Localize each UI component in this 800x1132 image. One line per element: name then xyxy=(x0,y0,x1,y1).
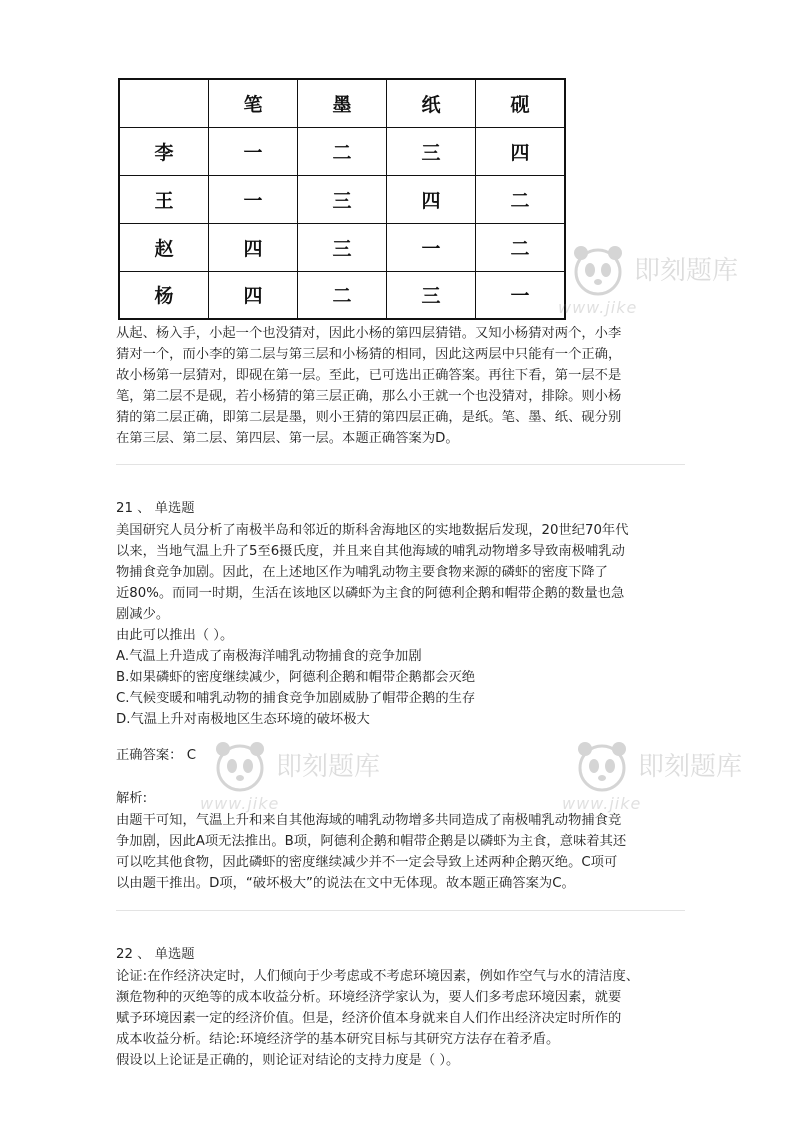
table-cell: 二 xyxy=(298,271,387,319)
text-line: 可以吃其他食物，因此磷虾的密度继续减少并不一定会导致上述两种企鹅灭绝。C项可 xyxy=(116,855,618,870)
table-cell: 四 xyxy=(476,127,566,175)
text-line: 在第三层、第二层、第四层、第一层。本题正确答案为D。 xyxy=(116,431,459,446)
q21-analysis-label: 解析: xyxy=(116,791,148,806)
table-cell: 二 xyxy=(298,127,387,175)
option-b: B.如果磷虾的密度继续减少，阿德利企鹅和帽带企鹅都会灭绝 xyxy=(116,670,476,685)
q21-header: 21 、 单选题 xyxy=(116,501,195,516)
table-cell: 三 xyxy=(298,175,387,223)
table-header-row xyxy=(119,79,565,127)
text-line: 故小杨第一层猜对，即砚在第一层。至此，已可选出正确答案。再往下看，第一层不是 xyxy=(116,368,622,383)
prev-analysis xyxy=(116,323,686,449)
panda-logo-icon xyxy=(568,240,628,300)
table-cell: 杨 xyxy=(119,271,209,319)
option-d: D.气温上升对南极地区生态环境的破坏极大 xyxy=(116,712,370,727)
table-cell: 一 xyxy=(476,271,566,319)
text-line: 从起、杨入手，小起一个也没猜对，因此小杨的第四层猜错。又知小杨猜对两个，小李 xyxy=(116,326,622,341)
q21-analysis xyxy=(116,810,686,894)
table-cell: 四 xyxy=(209,271,298,319)
q21-options xyxy=(116,646,686,730)
table-cell: 四 xyxy=(387,175,476,223)
text-line: 由题干可知，气温上升和来自其他海域的哺乳动物增多共同造成了南极哺乳动物捕食竞 xyxy=(116,813,622,828)
text-line: 假设以上论证是正确的，则论证对结论的支持力度是（ ）。 xyxy=(116,1053,460,1068)
text-line: 赋予环境因素一定的经济价值。但是，经济价值本身就来自人们作出经济决定时所作的 xyxy=(116,1011,622,1026)
q21-answer: 正确答案： C xyxy=(116,748,196,763)
text-line: 成本收益分析。结论:环境经济学的基本研究目标与其研究方法存在着矛盾。 xyxy=(116,1032,560,1047)
text-line: 物捕食竞争加剧。因此，在上述地区作为哺乳动物主要食物来源的磷虾的密度下降了 xyxy=(116,565,608,580)
table-cell: 二 xyxy=(476,175,566,223)
text-line: 濒危物种的灭绝等的成本收益分析。环境经济学家认为，要人们多考虑环境因素，就要 xyxy=(116,990,622,1005)
table-cell: 王 xyxy=(119,175,209,223)
table-cell: 一 xyxy=(387,223,476,271)
section-divider xyxy=(116,910,685,911)
table-row xyxy=(119,223,565,271)
text-line: 近80%。而同一时期，生活在该地区以磷虾为主食的阿德利企鹅和帽带企鹅的数量也急 xyxy=(116,586,625,601)
table-header-cell: 墨 xyxy=(298,79,387,127)
section-divider xyxy=(116,464,685,465)
table-cell: 一 xyxy=(209,175,298,223)
table-cell: 李 xyxy=(119,127,209,175)
watermark xyxy=(558,240,739,317)
text-line: 美国研究人员分析了南极半岛和邻近的斯科舍海地区的实地数据后发现，20世纪70年代 xyxy=(116,523,629,538)
q22-header: 22 、 单选题 xyxy=(116,947,195,962)
option-c: C.气候变暖和哺乳动物的捕食竞争加剧威胁了帽带企鹅的生存 xyxy=(116,691,476,706)
watermark-url: www.jike xyxy=(562,794,642,813)
text-line: 由此可以推出（ ）。 xyxy=(116,628,234,643)
watermark-text: 即刻题库 xyxy=(638,752,743,782)
watermark-url: www.jike xyxy=(558,298,638,317)
text-line: 猜对一个，而小李的第二层与第三层和小杨猜的相同，因此这两层中只能有一个正确， xyxy=(116,347,622,362)
table-cell: 一 xyxy=(209,127,298,175)
option-a: A.气温上升造成了南极海洋哺乳动物捕食的竞争加剧 xyxy=(116,649,422,664)
text-line: 笔，第二层不是砚，若小杨猜的第三层正确，那么小王就一个也没猜对，排除。则小杨 xyxy=(116,389,622,404)
q22-stem xyxy=(116,966,686,1071)
table-row xyxy=(119,175,565,223)
q21-stem xyxy=(116,520,686,646)
text-line: 猜的第二层正确，即第二层是墨，则小王猜的第四层正确，是纸。笔、墨、纸、砚分别 xyxy=(116,410,622,425)
text-line: 以来，当地气温上升了5至6摄氏度，并且来自其他海域的哺乳动物增多导致南极哺乳动 xyxy=(116,544,625,559)
table-cell: 三 xyxy=(387,271,476,319)
text-line: 论证:在作经济决定时，人们倾向于少考虑或不考虑环境因素，例如作空气与水的清洁度、 xyxy=(116,969,640,984)
table-row xyxy=(119,271,565,319)
table-cell: 三 xyxy=(387,127,476,175)
text-line: 以由题干推出。D项，“破坏极大”的说法在文中无体现。故本题正确答案为C。 xyxy=(116,876,575,891)
table-cell: 二 xyxy=(476,223,566,271)
table-cell: 四 xyxy=(209,223,298,271)
table-header-cell: 纸 xyxy=(387,79,476,127)
watermark-text: 即刻题库 xyxy=(276,752,381,782)
table-header-cell: 砚 xyxy=(476,79,566,127)
table-header-cell xyxy=(119,79,209,127)
guess-table xyxy=(118,78,566,320)
table-row xyxy=(119,127,565,175)
text-line: 剧减少。 xyxy=(116,607,170,622)
watermark-text: 即刻题库 xyxy=(634,256,739,286)
text-line: 争加剧，因此A项无法推出。B项，阿德利企鹅和帽带企鹅是以磷虾为主食，意味着其还 xyxy=(116,834,627,849)
table-cell: 赵 xyxy=(119,223,209,271)
table-cell: 三 xyxy=(298,223,387,271)
table-header-cell: 笔 xyxy=(209,79,298,127)
watermark-url: www.jike xyxy=(200,794,280,813)
